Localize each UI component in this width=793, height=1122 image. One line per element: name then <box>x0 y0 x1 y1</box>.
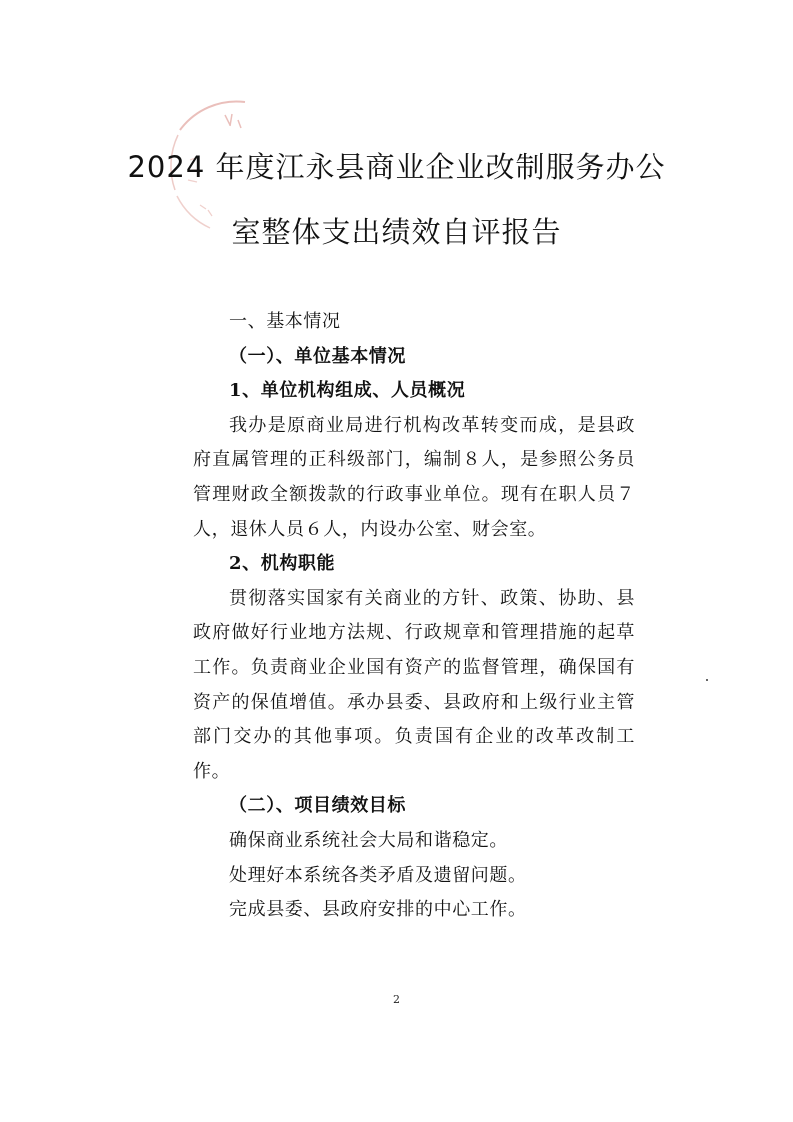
item-heading-functions: 2、机构职能 <box>229 553 336 575</box>
goal-item: 完成县委、县政府安排的中心工作。 <box>229 899 527 921</box>
document-title-line-1: 2024 年度江永县商业企业改制服务办公 <box>127 150 666 184</box>
item-heading-organization: 1、单位机构组成、人员概况 <box>229 380 466 402</box>
paragraph-organization: 我办是原商业局进行机构改革转变而成，是县政府直属管理的正科级部门，编制８人，是参照公务员管理财政全额拨款的行政事业单位。现有在职人员７人，退休人员６人，内设办公室、财会室。 <box>193 414 635 540</box>
document-title-line-2: 室整体支出绩效自评报告 <box>231 215 562 249</box>
page-number: 2 <box>393 993 400 1006</box>
section-heading-basic-info: 一、基本情况 <box>229 311 341 332</box>
paragraph-functions: 贯彻落实国家有关商业的方针、政策、协助、县政府做好行业地方法规、行政规章和管理措施的起草工作。负责商业企业国有资产的监督管理，确保国有资产的保值增值。承办县委、县政府和上级行业主管部门交办的其他事项。负责国有企业的改革改制工作。 <box>193 587 635 782</box>
goal-item: 处理好本系统各类矛盾及遗留问题。 <box>229 864 527 886</box>
goal-item: 确保商业系统社会大局和谐稳定。 <box>229 829 508 851</box>
scan-speck <box>706 679 708 681</box>
subsection-heading-unit-info: （一）、单位基本情况 <box>229 345 406 367</box>
subsection-heading-performance-goals: （二）、项目绩效目标 <box>229 795 406 817</box>
document-body <box>193 305 635 928</box>
